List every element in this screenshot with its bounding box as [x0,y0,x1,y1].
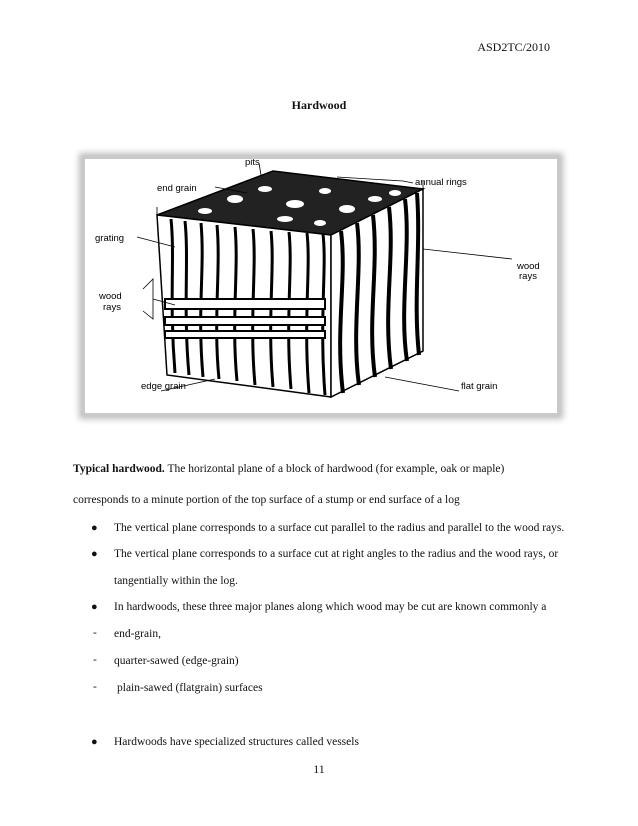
dash-text-3: plain-sawed (flatgrain) surfaces [117,682,263,694]
dash-mark-3: - [93,681,97,693]
intro-rest: The horizontal plane of a block of hardwood (for example, oak or maple) [164,463,505,475]
intro-line-1 [73,462,504,476]
hardwood-diagram [82,156,560,416]
bullet-text-3: In hardwoods, these three major planes along which wood may be cut are known commonly a [114,601,547,613]
wood-rays-right-label-1: wood [517,261,540,272]
bullet-text-1: The vertical plane corresponds to a surface cut parallel to the radius and parallel to the wood rays. [114,522,565,534]
intro-bold: Typical hardwood. [73,463,165,475]
bullet-dot-1: ● [91,522,98,534]
bullet-text-2: The vertical plane corresponds to a surface cut at right angles to the radius and the wood rays, or [114,548,559,560]
grating-label: grating [95,233,125,244]
intro-line-2: corresponds to a minute portion of the top surface of a stump or end surface of a log [73,494,460,506]
wood-rays-left-label-2: rays [103,302,121,313]
flat-grain-label: flat grain [461,381,498,392]
page-title [0,98,638,113]
dash-text-2: quarter-sawed (edge-grain) [114,655,239,667]
edge-grain-label: edge grain [141,381,186,392]
bullet-dot-2: ● [91,548,98,560]
wood-rays-right-label-2: rays [519,271,537,282]
front-face-rays [165,299,325,338]
pits-label: pits [245,159,260,168]
bullet-text-4: Hardwoods have specialized structures called vessels [114,736,359,748]
dash-mark-2: - [93,654,97,666]
annual-rings-label: annual rings [415,177,467,188]
bullet-text-2-cont: tangentially within the log. [114,575,238,587]
page-number: 11 [313,762,325,776]
end-grain-label: end grain [157,183,197,194]
wood-rays-left-label-1: wood [99,291,122,302]
bullet-dot-4: ● [91,736,98,748]
page-title-text: Hardwood [291,98,347,112]
dash-mark-1: - [93,627,97,639]
hardwood-block-illustration [85,159,557,413]
bullet-dot-3: ● [91,601,98,613]
header-code: ASD2TC/2010 [477,40,550,54]
dash-text-1: end-grain, [114,628,161,640]
